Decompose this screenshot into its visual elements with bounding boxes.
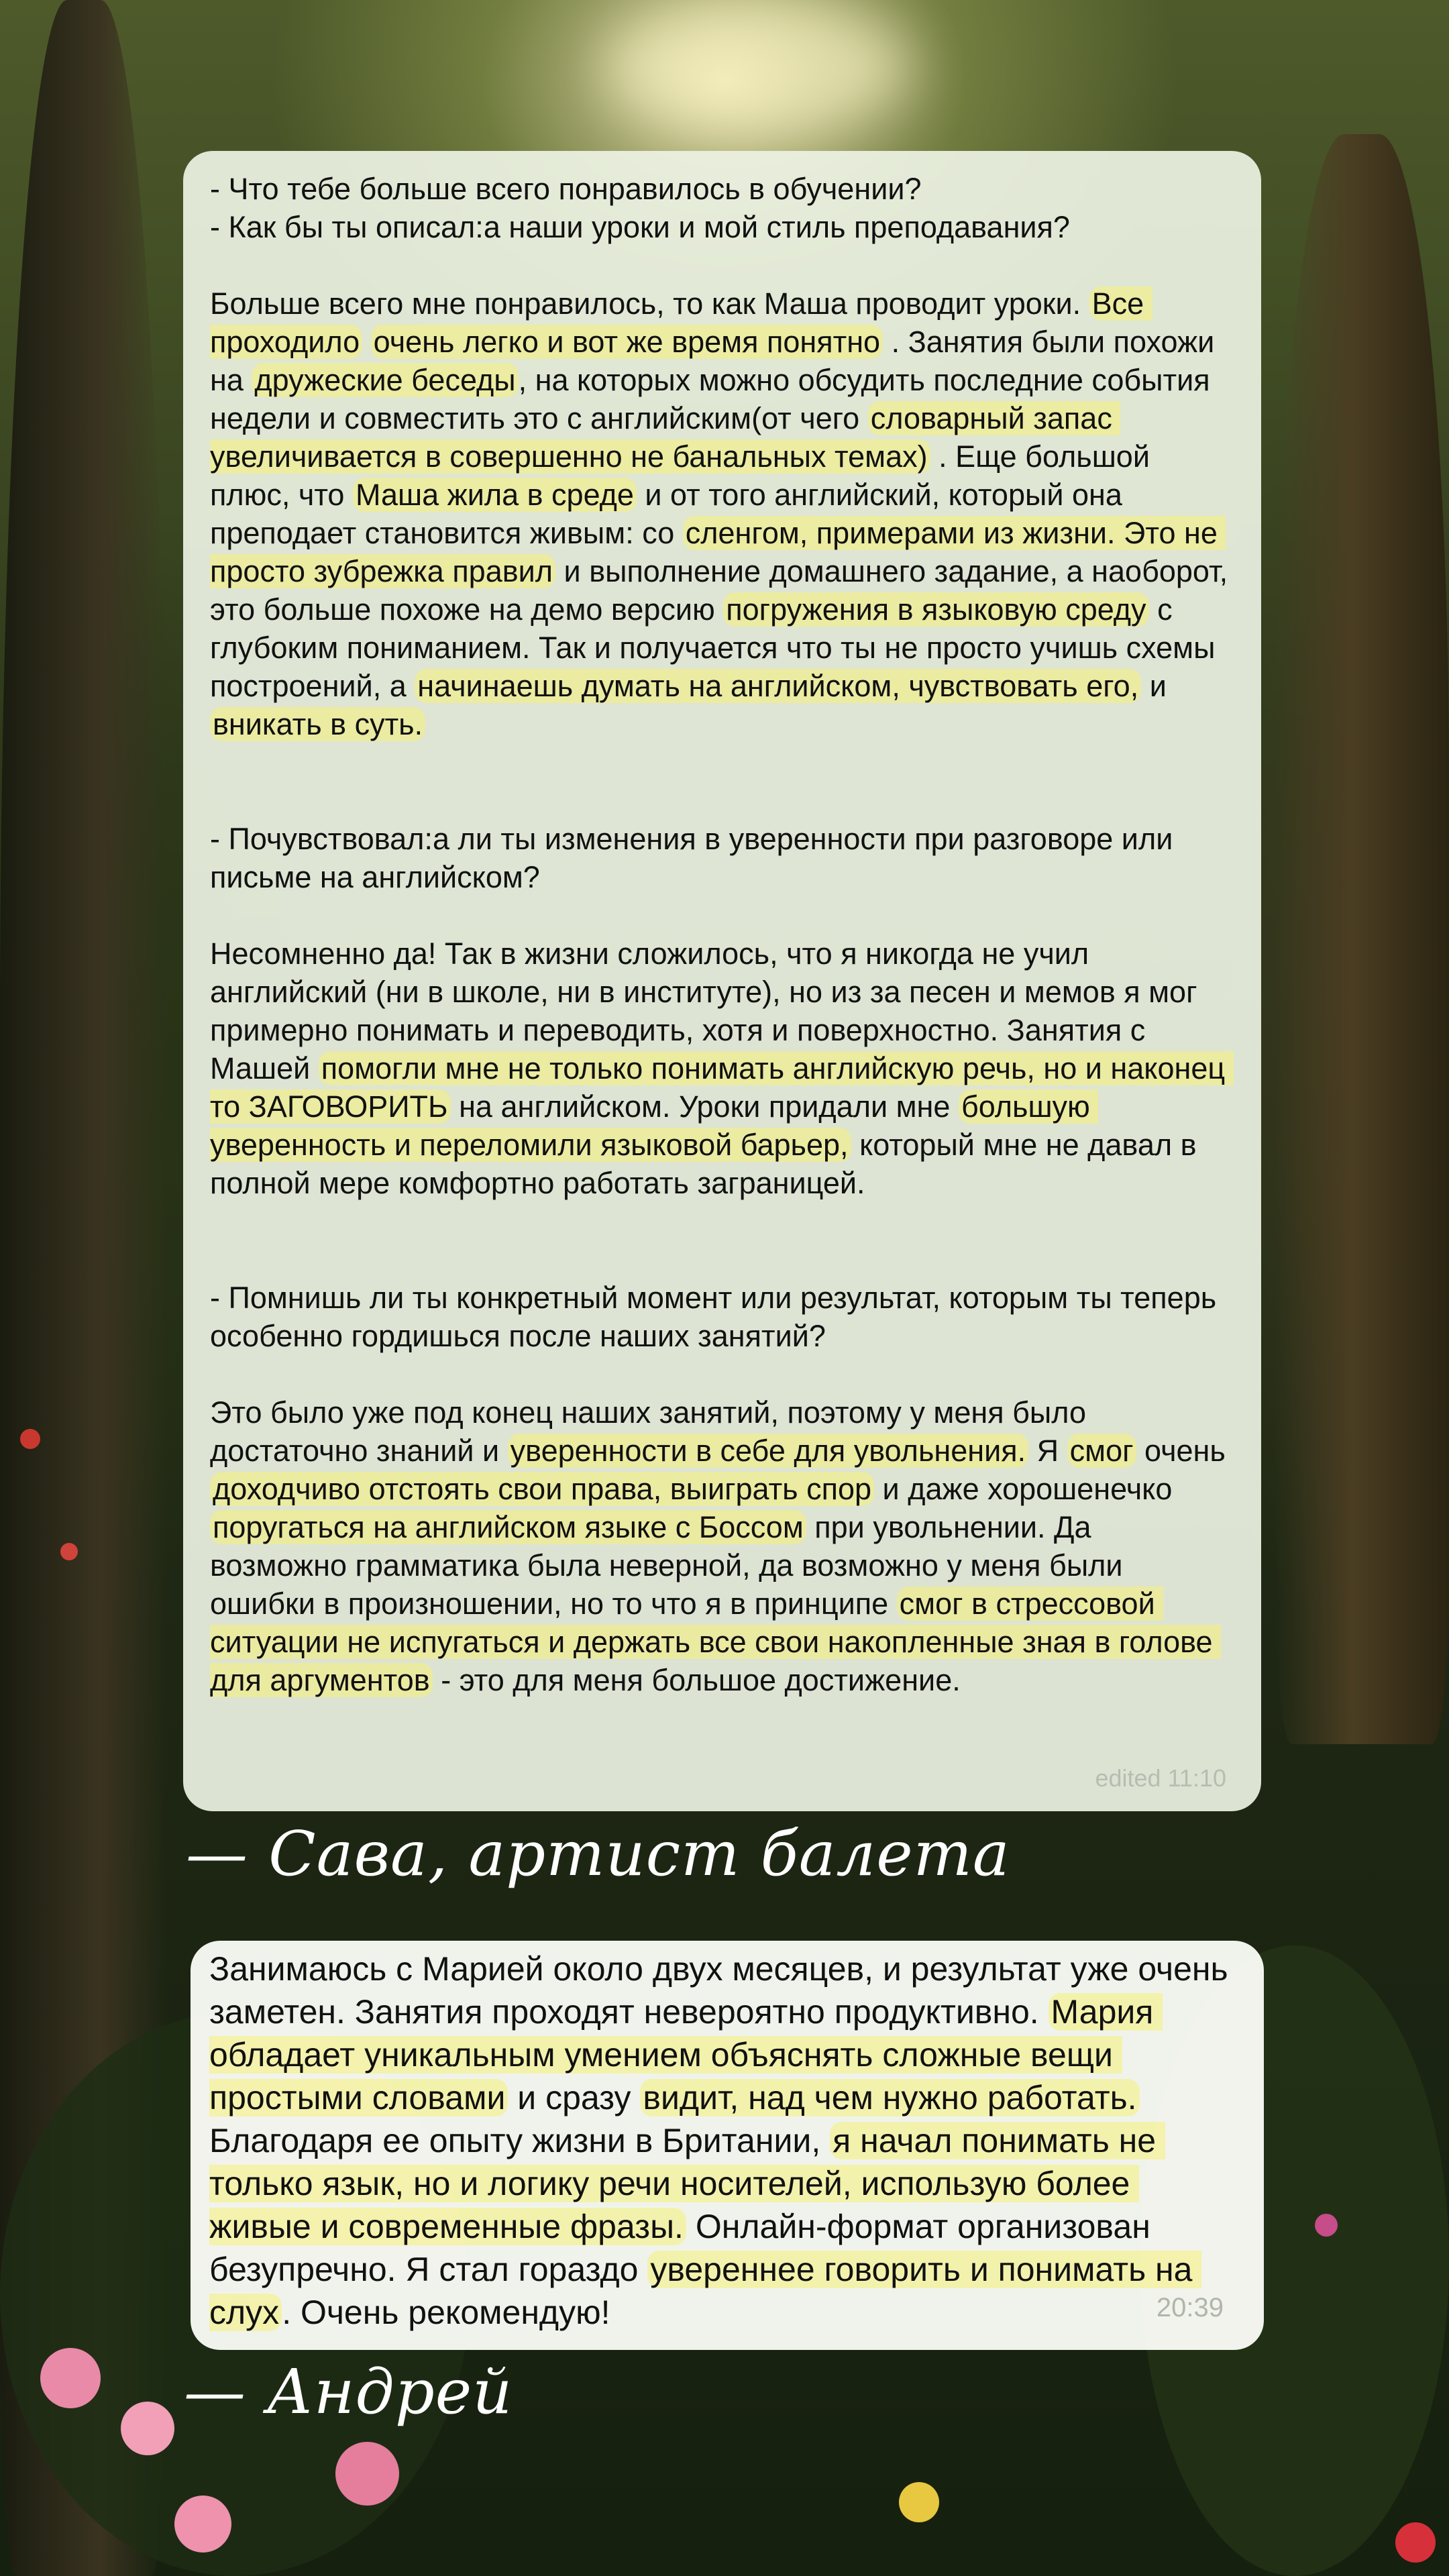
flower (121, 2402, 174, 2455)
highlighted-text: сленгом, примерами из жизни. Это не просто зубрежка правил (210, 516, 1226, 588)
flower (1315, 2214, 1338, 2237)
highlighted-text: вникать в суть. (210, 707, 425, 741)
text-segment: Занимаюсь с Марией около двух месяцев, и результат уже очень заметен. Занятия проходят невероятно продуктивно. (209, 1950, 1238, 2031)
text-segment: и даже хорошенечко (874, 1472, 1181, 1506)
review-author-caption: — Сава, артист балета (186, 1818, 1010, 1890)
highlighted-text: смог в стрессовой ситуации не испугаться и держать все свои накопленные зная в голове для аргументов (210, 1587, 1222, 1697)
review-message-bubble-2 (191, 1941, 1264, 2350)
flower (335, 2442, 399, 2506)
text-segment: очень (1136, 1434, 1234, 1468)
question: - Почувствовал:а ли ты изменения в уверенности при разговоре или письме на английском? (210, 822, 1181, 894)
highlighted-text: помогли мне не только понимать английскую речь, но и наконец то ЗАГОВОРИТЬ (210, 1051, 1234, 1124)
review-message-bubble-1 (183, 151, 1261, 1811)
highlighted-text: уверенности в себе для увольнения. (508, 1434, 1028, 1468)
highlighted-text: смог (1067, 1434, 1136, 1468)
highlighted-text: Мария обладает уникальным умением объяснять сложные вещи простыми словами (209, 1993, 1163, 2116)
qa-block-2 (210, 820, 1232, 1202)
question: - Как бы ты описал:а наши уроки и мой стиль преподавания? (210, 210, 1070, 244)
flower (1395, 2522, 1436, 2563)
question: - Что тебе больше всего понравилось в обучении? (210, 172, 922, 206)
review-author-caption: — Андрей (184, 2356, 513, 2428)
text-segment: на английском. Уроки придали мне (450, 1089, 959, 1124)
text-segment: и от того английский, который она преподает становится живым: со (210, 478, 1131, 550)
text-segment: который мне не давал в полной мере комфортно работать заграницей. (210, 1128, 1205, 1200)
answer (209, 1947, 1238, 2334)
text-segment: . Еще большой плюс, что (210, 439, 1159, 512)
text-segment: Благодаря ее опыту жизни в Британии, (209, 2079, 1149, 2159)
tree-trunk-right (1275, 134, 1449, 1744)
highlighted-text: я начал понимать не только язык, но и логику речи носителей, использую более живые и современные фразы. (209, 2122, 1165, 2245)
text-segment: . Очень рекомендую! (282, 2294, 610, 2331)
text-segment: Несомненно да! Так в жизни сложилось, что я никогда не учил английский (ни в школе, ни в институте), но из за песен и мемов я мог примерно понимать и переводить, хотя и поверхностно. Занятия с Машей (210, 936, 1206, 1085)
highlighted-text: доходчиво отстоять свои права, выиграть спор (210, 1472, 874, 1506)
text-segment: и сразу (508, 2079, 641, 2116)
highlighted-text: Маша жила в среде (353, 478, 637, 512)
text-segment: с глубоким пониманием. Так и получается что ты не просто учишь схемы построений, а (210, 592, 1224, 703)
text-segment: Это было уже под конец наших занятий, поэтому у меня было достаточно знаний и (210, 1395, 1095, 1468)
highlighted-text: Все проходило (210, 286, 1152, 359)
glow-light (604, 0, 912, 134)
text-segment: и выполнение домашнего задание, а наоборот, это больше похоже на демо версию (210, 554, 1236, 627)
text-segment: . Занятия были похожи на (210, 325, 1223, 397)
highlighted-text: начинаешь думать на английском, чувствовать его, (415, 669, 1141, 703)
qa-block-1 (210, 170, 1236, 743)
text-segment: и (1141, 669, 1175, 703)
flower (60, 1543, 78, 1560)
answer (210, 934, 1232, 1202)
highlighted-text: поругаться на английском языке с Боссом (210, 1510, 806, 1544)
text-segment: , на которых можно обсудить последние события недели и совместить это с английским(от чего (210, 363, 1219, 435)
highlighted-text: очень легко и вот же время понятно (371, 325, 883, 359)
flower (899, 2482, 939, 2522)
flower (174, 2496, 231, 2553)
answer (210, 284, 1236, 743)
flower (40, 2348, 101, 2408)
message-timestamp: 20:39 (1156, 2293, 1224, 2322)
highlighted-text: видит, над чем нужно работать. (640, 2079, 1139, 2116)
text-segment: Больше всего мне понравилось, то как Маша проводит уроки. (210, 286, 1089, 321)
highlighted-text: дружеские беседы (252, 363, 518, 397)
highlighted-text: большую уверенность и переломили языковой барьер, (210, 1089, 1099, 1162)
text-segment: - это для меня большое достижение. (432, 1663, 961, 1697)
text-segment: при увольнении. Да возможно грамматика была неверной, да возможно у меня были ошибки в произношении, но то что я в принципе (210, 1510, 1132, 1621)
question: - Помнишь ли ты конкретный момент или результат, которым ты теперь особенно гордишься после наших занятий? (210, 1281, 1225, 1353)
flower (20, 1429, 40, 1449)
highlighted-text: увереннее говорить и понимать на слух (209, 2251, 1202, 2331)
text-segment: Онлайн-формат организован безупречно. Я стал гораздо (209, 2208, 1160, 2288)
text-segment (362, 325, 371, 359)
highlighted-text: словарный запас увеличивается в совершенно не банальных темах) (210, 401, 1121, 474)
highlighted-text: погружения в языковую среду (723, 592, 1148, 627)
message-timestamp: edited 11:10 (1095, 1764, 1226, 1792)
answer (210, 1393, 1232, 1699)
qa-block-3 (210, 1279, 1232, 1699)
text-segment: Я (1028, 1434, 1067, 1468)
